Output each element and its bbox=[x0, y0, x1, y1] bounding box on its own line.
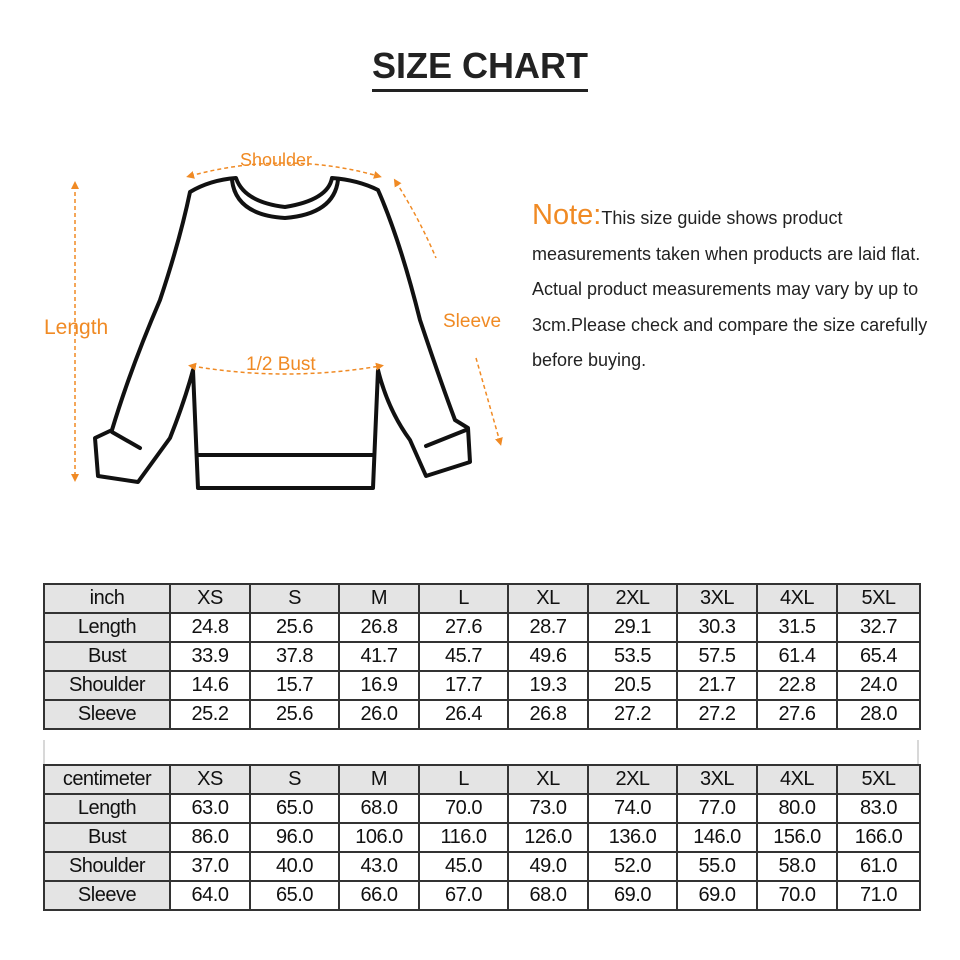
table-cell: 32.7 bbox=[837, 613, 920, 642]
table-cell: 26.4 bbox=[419, 700, 508, 729]
size-header: XL bbox=[508, 584, 588, 613]
row-label: Bust bbox=[44, 823, 170, 852]
table-cell: 86.0 bbox=[170, 823, 250, 852]
page-title-text: SIZE CHART bbox=[372, 44, 588, 92]
table-cell: 96.0 bbox=[250, 823, 339, 852]
table-cell: 21.7 bbox=[677, 671, 757, 700]
size-header: 5XL bbox=[837, 765, 920, 794]
row-label: Bust bbox=[44, 642, 170, 671]
shoulder-label: Shoulder bbox=[240, 150, 313, 170]
table-cell: 83.0 bbox=[837, 794, 920, 823]
row-label: Length bbox=[44, 613, 170, 642]
table-cell: 22.8 bbox=[757, 671, 837, 700]
table-row bbox=[44, 671, 920, 700]
row-label: Sleeve bbox=[44, 881, 170, 910]
table-cell: 146.0 bbox=[677, 823, 757, 852]
table-cell: 27.2 bbox=[677, 700, 757, 729]
table-cell: 53.5 bbox=[588, 642, 677, 671]
table-cell: 24.8 bbox=[170, 613, 250, 642]
table-cell: 16.9 bbox=[339, 671, 419, 700]
table-cell: 26.8 bbox=[508, 700, 588, 729]
table-cell: 14.6 bbox=[170, 671, 250, 700]
table-cell: 58.0 bbox=[757, 852, 837, 881]
table-cell: 19.3 bbox=[508, 671, 588, 700]
table-cell: 45.7 bbox=[419, 642, 508, 671]
size-header: M bbox=[339, 584, 419, 613]
table-cell: 166.0 bbox=[837, 823, 920, 852]
table-cell: 66.0 bbox=[339, 881, 419, 910]
table-cell: 43.0 bbox=[339, 852, 419, 881]
table-cell: 73.0 bbox=[508, 794, 588, 823]
page-title bbox=[0, 44, 960, 92]
size-header: XS bbox=[170, 765, 250, 794]
measurement-arrows bbox=[75, 163, 500, 478]
size-header: S bbox=[250, 765, 339, 794]
inch-size-table bbox=[43, 583, 921, 730]
sweater-diagram bbox=[0, 130, 530, 510]
table-cell: 136.0 bbox=[588, 823, 677, 852]
table-row bbox=[44, 642, 920, 671]
size-header: 2XL bbox=[588, 584, 677, 613]
size-header: 5XL bbox=[837, 584, 920, 613]
table-cell: 69.0 bbox=[677, 881, 757, 910]
table-cell: 40.0 bbox=[250, 852, 339, 881]
table-cell: 20.5 bbox=[588, 671, 677, 700]
table-cell: 27.6 bbox=[757, 700, 837, 729]
size-header: 4XL bbox=[757, 584, 837, 613]
sleeve-label: Sleeve bbox=[443, 311, 502, 332]
table-cell: 65.0 bbox=[250, 881, 339, 910]
table-cell: 63.0 bbox=[170, 794, 250, 823]
table-cell: 27.6 bbox=[419, 613, 508, 642]
table-cell: 49.0 bbox=[508, 852, 588, 881]
row-label: Shoulder bbox=[44, 671, 170, 700]
table-cell: 69.0 bbox=[588, 881, 677, 910]
unit-header: inch bbox=[44, 584, 170, 613]
table-cell: 33.9 bbox=[170, 642, 250, 671]
bust-label: 1/2 Bust bbox=[246, 354, 316, 375]
table-cell: 24.0 bbox=[837, 671, 920, 700]
table-cell: 37.0 bbox=[170, 852, 250, 881]
row-label: Sleeve bbox=[44, 700, 170, 729]
sweater-outline bbox=[95, 178, 470, 488]
size-header: S bbox=[250, 584, 339, 613]
table-cell: 26.8 bbox=[339, 613, 419, 642]
table-cell: 77.0 bbox=[677, 794, 757, 823]
size-note bbox=[532, 198, 952, 379]
table-header-row bbox=[44, 765, 920, 794]
table-cell: 28.0 bbox=[837, 700, 920, 729]
row-label: Length bbox=[44, 794, 170, 823]
table-cell: 126.0 bbox=[508, 823, 588, 852]
sleeve-arrow-upper bbox=[396, 182, 436, 258]
cm-size-table bbox=[43, 764, 921, 911]
table-cell: 28.7 bbox=[508, 613, 588, 642]
table-row bbox=[44, 794, 920, 823]
table-row bbox=[44, 700, 920, 729]
table-row bbox=[44, 613, 920, 642]
table-cell: 61.0 bbox=[837, 852, 920, 881]
table-cell: 116.0 bbox=[419, 823, 508, 852]
table-cell: 65.0 bbox=[250, 794, 339, 823]
table-row bbox=[44, 852, 920, 881]
table-cell: 70.0 bbox=[419, 794, 508, 823]
table-cell: 27.2 bbox=[588, 700, 677, 729]
table-cell: 25.6 bbox=[250, 700, 339, 729]
table-cell: 67.0 bbox=[419, 881, 508, 910]
table-cell: 156.0 bbox=[757, 823, 837, 852]
sleeve-arrow-lower bbox=[476, 358, 500, 442]
row-label: Shoulder bbox=[44, 852, 170, 881]
table-cell: 49.6 bbox=[508, 642, 588, 671]
size-header: L bbox=[419, 584, 508, 613]
note-text: This size guide shows product measurements taken when products are laid flat. Actual product measurements may vary by up to 3cm.Please check and compare the size carefully before buying. bbox=[532, 208, 928, 370]
table-cell: 41.7 bbox=[339, 642, 419, 671]
unit-header: centimeter bbox=[44, 765, 170, 794]
table-cell: 68.0 bbox=[339, 794, 419, 823]
size-header: 3XL bbox=[677, 584, 757, 613]
table-row bbox=[44, 823, 920, 852]
length-label: Length bbox=[44, 316, 109, 339]
table-cell: 29.1 bbox=[588, 613, 677, 642]
table-cell: 30.3 bbox=[677, 613, 757, 642]
note-label: Note: bbox=[532, 199, 602, 231]
table-cell: 45.0 bbox=[419, 852, 508, 881]
table-cell: 37.8 bbox=[250, 642, 339, 671]
table-cell: 25.2 bbox=[170, 700, 250, 729]
size-header: XL bbox=[508, 765, 588, 794]
size-header: M bbox=[339, 765, 419, 794]
table-cell: 25.6 bbox=[250, 613, 339, 642]
table-cell: 70.0 bbox=[757, 881, 837, 910]
size-header: L bbox=[419, 765, 508, 794]
table-spacer bbox=[43, 740, 919, 764]
table-cell: 74.0 bbox=[588, 794, 677, 823]
table-row bbox=[44, 881, 920, 910]
table-cell: 26.0 bbox=[339, 700, 419, 729]
size-header: 2XL bbox=[588, 765, 677, 794]
table-cell: 106.0 bbox=[339, 823, 419, 852]
table-cell: 68.0 bbox=[508, 881, 588, 910]
table-cell: 52.0 bbox=[588, 852, 677, 881]
table-cell: 55.0 bbox=[677, 852, 757, 881]
table-cell: 15.7 bbox=[250, 671, 339, 700]
table-cell: 61.4 bbox=[757, 642, 837, 671]
size-header: XS bbox=[170, 584, 250, 613]
table-cell: 57.5 bbox=[677, 642, 757, 671]
size-header: 4XL bbox=[757, 765, 837, 794]
table-cell: 64.0 bbox=[170, 881, 250, 910]
size-header: 3XL bbox=[677, 765, 757, 794]
table-cell: 17.7 bbox=[419, 671, 508, 700]
table-cell: 80.0 bbox=[757, 794, 837, 823]
table-cell: 65.4 bbox=[837, 642, 920, 671]
table-cell: 71.0 bbox=[837, 881, 920, 910]
table-cell: 31.5 bbox=[757, 613, 837, 642]
table-header-row bbox=[44, 584, 920, 613]
